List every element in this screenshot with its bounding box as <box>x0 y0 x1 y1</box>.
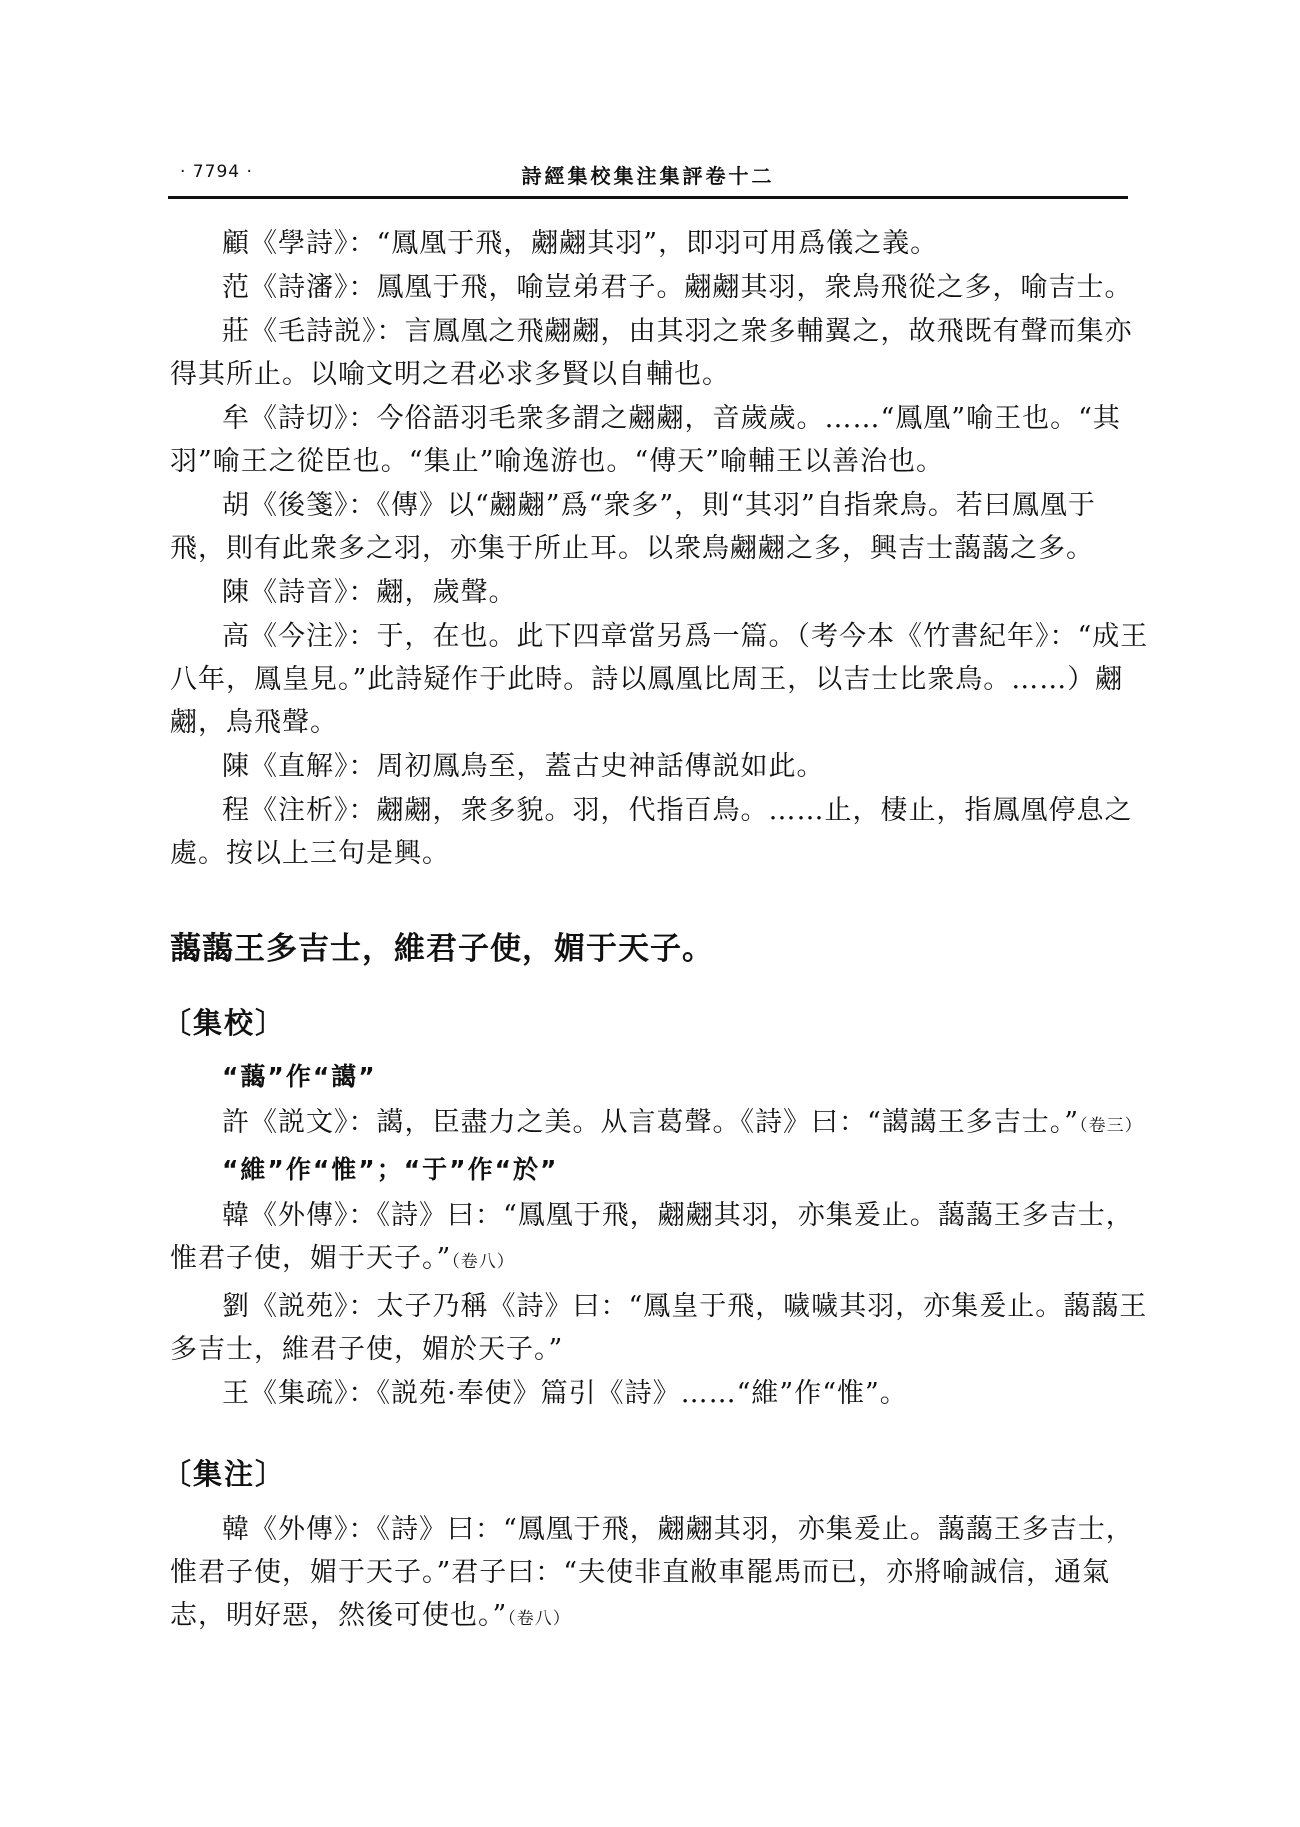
running-title: 詩經集校集注集評卷十二 <box>521 164 775 188</box>
volume-note: （卷三） <box>1079 1116 1143 1136</box>
paragraph <box>170 1508 1150 1641</box>
header-rule <box>168 196 1128 199</box>
paragraph: 莊《毛詩説》：言鳳凰之飛翽翽，由其羽之衆多輔翼之，故飛既有聲而集亦得其所止。以喻文明之君必求多賢以自輔也。 <box>170 316 1133 390</box>
paragraph: 程《注析》：翽翽，衆多貌。羽，代指百鳥。……止，棲止，指鳳凰停息之處。按以上三句是興。 <box>170 795 1133 869</box>
paragraph: 劉《説苑》：太子乃稱《詩》曰：“鳳皇于飛，噦噦其羽，亦集爰止。藹藹王多吉士，維君子使，媚於天子。” <box>170 1291 1148 1365</box>
page-number: · 7794 · <box>180 162 253 182</box>
section-heading-jizhu: 〔集注〕 <box>162 1457 287 1491</box>
paragraph: 胡《後箋》：《傳》以“翽翽”爲“衆多”，則“其羽”自指衆鳥。若曰鳳凰于飛，則有此衆多之羽，亦集于所止耳。以衆鳥翽翽之多，興吉士藹藹之多。 <box>170 490 1096 564</box>
verse-line: 藹藹王多吉士，維君子使，媚于天子。 <box>170 931 714 967</box>
paragraph: 范《詩瀋》：鳳凰于飛，喻豈弟君子。翽翽其羽，衆鳥飛從之多，喻吉士。 <box>222 272 1133 303</box>
paragraph <box>170 1194 1150 1284</box>
page-header <box>168 160 1128 190</box>
volume-note: （卷八） <box>507 1609 571 1629</box>
paragraph: 高《今注》：于，在也。此下四章當另爲一篇。（考今本《竹書紀年》：“成王八年，鳳皇見。”此詩疑作于此時。詩以鳳凰比周王，以吉士比衆鳥。……）翽翽，鳥飛聲。 <box>170 621 1149 738</box>
variant-heading: “藹”作“譪” <box>222 1062 377 1091</box>
paragraph: 陳《直解》：周初鳳鳥至，蓋古史神話傳説如此。 <box>222 751 825 782</box>
section-heading-jiaoxiao: 〔集校〕 <box>162 1006 287 1040</box>
paragraph: 王《集疏》：《説苑·奉使》篇引《詩》……“維”作“惟”。 <box>222 1378 908 1409</box>
main-content <box>162 222 1150 1642</box>
paragraph <box>170 1101 1150 1148</box>
spacer <box>170 1416 1150 1438</box>
paragraph: 陳《詩音》：翽，歲聲。 <box>222 577 517 608</box>
paragraph-text: 韓《外傳》：《詩》曰：“鳳凰于飛，翽翽其羽，亦集爰止。藹藹王多吉士，惟君子使，媚于天子。”君子曰：“夫使非直敝車罷馬而已，亦將喻誠信，通氣志，明好惡，然後可使也。” <box>170 1514 1134 1631</box>
paragraph: 顧《學詩》：“鳳凰于飛，翽翽其羽”，即羽可用爲儀之義。 <box>222 228 939 259</box>
paragraph-text: 許《説文》：譪，臣盡力之美。从言葛聲。《詩》曰：“譪譪王多吉士。” <box>222 1107 1080 1138</box>
variant-heading: “維”作“惟”；“于”作“於” <box>222 1155 559 1184</box>
paragraph-text: 韓《外傳》：《詩》曰：“鳳凰于飛，翽翽其羽，亦集爰止。藹藹王多吉士，惟君子使，媚于天子。” <box>170 1200 1134 1274</box>
volume-note: （卷八） <box>451 1252 515 1272</box>
paragraph: 牟《詩切》：今俗語羽毛衆多謂之翽翽，音歲歲。……“鳳凰”喻王也。“其羽”喻王之從臣也。“集止”喻逸游也。“傅天”喻輔王以善治也。 <box>170 403 1121 477</box>
